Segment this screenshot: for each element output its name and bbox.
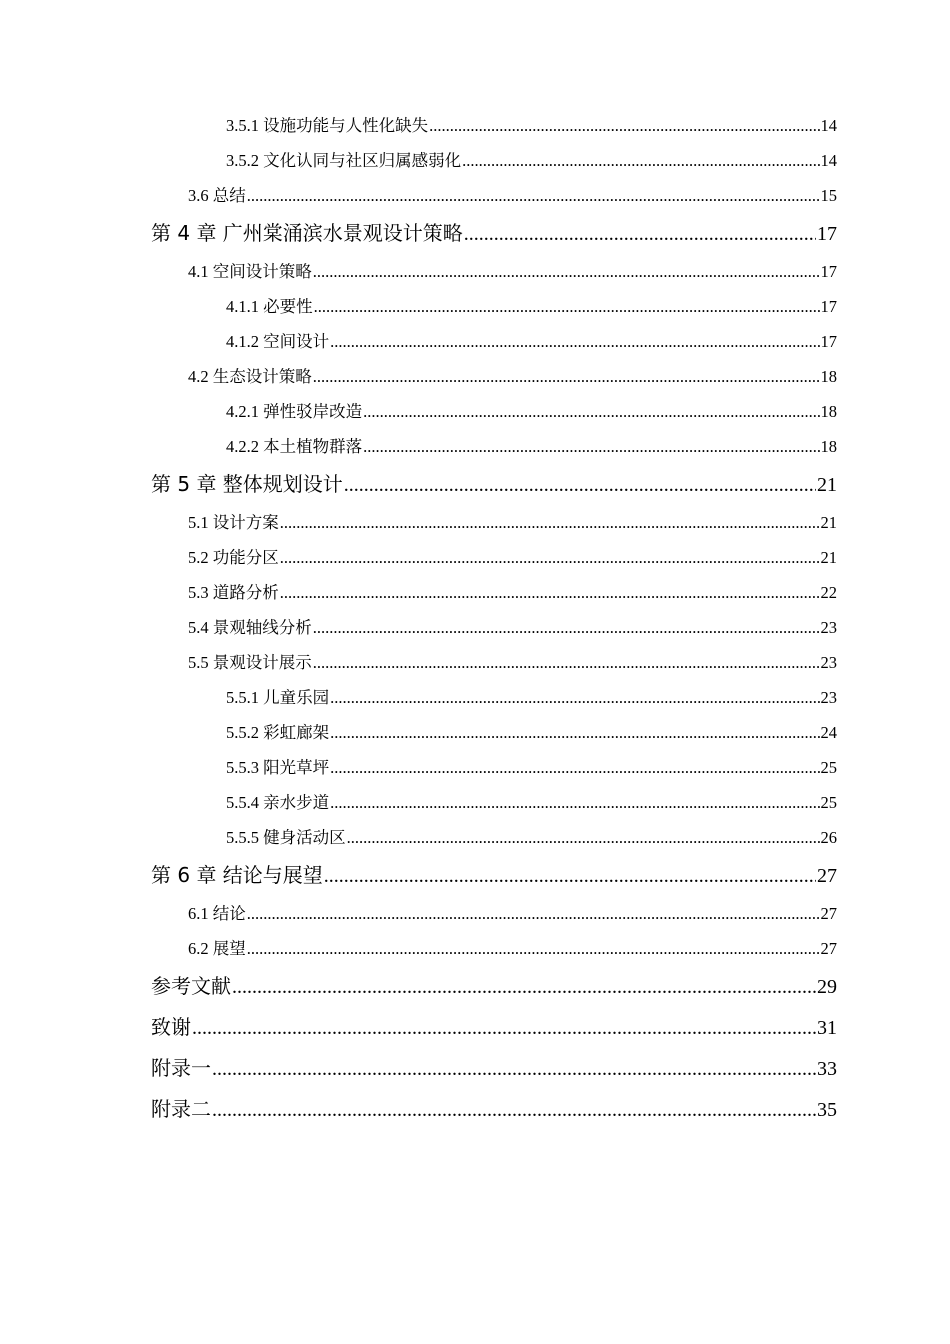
toc-dot-leader <box>330 785 819 820</box>
toc-page-number: 31 <box>817 1017 837 1039</box>
toc-entry-title: 6.2 展望 <box>188 939 246 958</box>
toc-entry-title: 4.1 空间设计策略 <box>188 262 312 281</box>
toc-chapter-entry[interactable] <box>0 1007 950 1048</box>
toc-dot-leader <box>363 394 819 429</box>
toc-entry[interactable] <box>0 289 950 324</box>
toc-dot-leader <box>280 505 820 540</box>
toc-entry-title: 3.5.2 文化认同与社区归属感弱化 <box>226 151 462 170</box>
toc-entry[interactable] <box>0 610 950 645</box>
toc-dot-leader <box>313 610 820 645</box>
toc-entry[interactable] <box>0 394 950 429</box>
toc-page-number: 24 <box>820 723 837 742</box>
toc-page-number: 23 <box>820 688 837 707</box>
table-of-contents <box>0 108 950 1130</box>
toc-entry[interactable] <box>0 178 950 213</box>
toc-entry-title: 第 5 章 整体规划设计 <box>151 472 343 496</box>
toc-dot-leader <box>324 856 816 897</box>
toc-page-number: 17 <box>820 297 837 316</box>
toc-dot-leader <box>363 429 819 464</box>
toc-dot-leader <box>313 359 820 394</box>
toc-page-number: 23 <box>820 653 837 672</box>
toc-entry-title: 3.6 总结 <box>188 186 246 205</box>
toc-entry-title: 附录一 <box>151 1056 211 1080</box>
toc-chapter-entry[interactable] <box>0 213 950 254</box>
toc-chapter-entry[interactable] <box>0 966 950 1007</box>
toc-dot-leader <box>344 465 816 506</box>
toc-page-number: 33 <box>817 1058 837 1080</box>
toc-page-number: 17 <box>817 223 837 245</box>
toc-chapter-entry[interactable] <box>0 1089 950 1130</box>
toc-entry[interactable] <box>0 429 950 464</box>
toc-entry-title: 致谢 <box>151 1015 191 1039</box>
toc-page-number: 27 <box>820 939 837 958</box>
toc-entry-title: 附录二 <box>151 1097 211 1121</box>
toc-dot-leader <box>462 143 819 178</box>
toc-entry[interactable] <box>0 896 950 931</box>
toc-dot-leader <box>247 896 820 931</box>
toc-entry[interactable] <box>0 785 950 820</box>
toc-entry[interactable] <box>0 575 950 610</box>
toc-dot-leader <box>280 575 820 610</box>
toc-entry[interactable] <box>0 750 950 785</box>
toc-entry-title: 4.2 生态设计策略 <box>188 367 312 386</box>
toc-page-number: 29 <box>817 976 837 998</box>
toc-dot-leader <box>330 715 819 750</box>
toc-entry-title: 4.2.1 弹性驳岸改造 <box>226 402 363 421</box>
toc-entry[interactable] <box>0 715 950 750</box>
toc-dot-leader <box>330 750 819 785</box>
toc-entry-title: 5.5.1 儿童乐园 <box>226 688 330 707</box>
toc-entry-title: 5.1 设计方案 <box>188 513 279 532</box>
toc-page-number: 27 <box>817 865 837 887</box>
toc-entry-title: 5.5.3 阳光草坪 <box>226 758 330 777</box>
toc-page-number: 21 <box>820 513 837 532</box>
toc-page-number: 17 <box>820 332 837 351</box>
toc-dot-leader <box>280 540 820 575</box>
toc-dot-leader <box>314 289 820 324</box>
toc-chapter-entry[interactable] <box>0 855 950 896</box>
toc-dot-leader <box>212 1049 816 1090</box>
toc-entry[interactable] <box>0 820 950 855</box>
toc-entry[interactable] <box>0 645 950 680</box>
toc-page-number: 25 <box>820 758 837 777</box>
toc-dot-leader <box>330 680 819 715</box>
toc-page-number: 15 <box>820 186 837 205</box>
toc-entry[interactable] <box>0 324 950 359</box>
toc-entry-title: 6.1 结论 <box>188 904 246 923</box>
toc-page-number: 21 <box>817 474 837 496</box>
toc-entry[interactable] <box>0 108 950 143</box>
toc-entry-title: 4.1.2 空间设计 <box>226 332 330 351</box>
toc-page-number: 14 <box>820 151 837 170</box>
toc-dot-leader <box>212 1090 816 1131</box>
toc-entry-title: 5.5 景观设计展示 <box>188 653 312 672</box>
toc-page-number: 35 <box>817 1099 837 1121</box>
toc-entry-title: 5.2 功能分区 <box>188 548 279 567</box>
toc-entry-title: 5.4 景观轴线分析 <box>188 618 312 637</box>
toc-entry[interactable] <box>0 505 950 540</box>
toc-page-number: 18 <box>820 402 837 421</box>
toc-dot-leader <box>313 645 820 680</box>
toc-page-number: 18 <box>820 367 837 386</box>
toc-dot-leader <box>313 254 820 289</box>
toc-chapter-entry[interactable] <box>0 464 950 505</box>
toc-page-number: 17 <box>820 262 837 281</box>
toc-entry[interactable] <box>0 254 950 289</box>
toc-entry[interactable] <box>0 540 950 575</box>
toc-dot-leader <box>330 324 819 359</box>
toc-entry-title: 3.5.1 设施功能与人性化缺失 <box>226 116 429 135</box>
toc-entry-title: 4.2.2 本土植物群落 <box>226 437 363 456</box>
toc-page-number: 25 <box>820 793 837 812</box>
toc-page-number: 14 <box>820 116 837 135</box>
toc-entry-title: 5.5.4 亲水步道 <box>226 793 330 812</box>
toc-page-number: 18 <box>820 437 837 456</box>
toc-entry[interactable] <box>0 359 950 394</box>
toc-dot-leader <box>232 967 816 1008</box>
toc-page-number: 27 <box>820 904 837 923</box>
toc-entry-title: 5.5.2 彩虹廊架 <box>226 723 330 742</box>
toc-page-number: 22 <box>820 583 837 602</box>
toc-dot-leader <box>429 108 819 143</box>
toc-entry[interactable] <box>0 143 950 178</box>
toc-dot-leader <box>192 1008 816 1049</box>
toc-dot-leader <box>347 820 820 855</box>
toc-dot-leader <box>247 178 820 213</box>
toc-page-number: 21 <box>820 548 837 567</box>
toc-entry-title: 5.5.5 健身活动区 <box>226 828 346 847</box>
toc-entry-title: 第 6 章 结论与展望 <box>151 863 323 887</box>
toc-page-number: 23 <box>820 618 837 637</box>
toc-dot-leader <box>247 931 820 966</box>
toc-page-number: 26 <box>820 828 837 847</box>
toc-entry-title: 5.3 道路分析 <box>188 583 279 602</box>
toc-chapter-entry[interactable] <box>0 1048 950 1089</box>
toc-entry-title: 第 4 章 广州棠涌滨水景观设计策略 <box>151 221 463 245</box>
toc-entry[interactable] <box>0 680 950 715</box>
toc-entry[interactable] <box>0 931 950 966</box>
toc-dot-leader <box>464 214 816 255</box>
toc-entry-title: 参考文献 <box>151 974 231 998</box>
toc-entry-title: 4.1.1 必要性 <box>226 297 313 316</box>
